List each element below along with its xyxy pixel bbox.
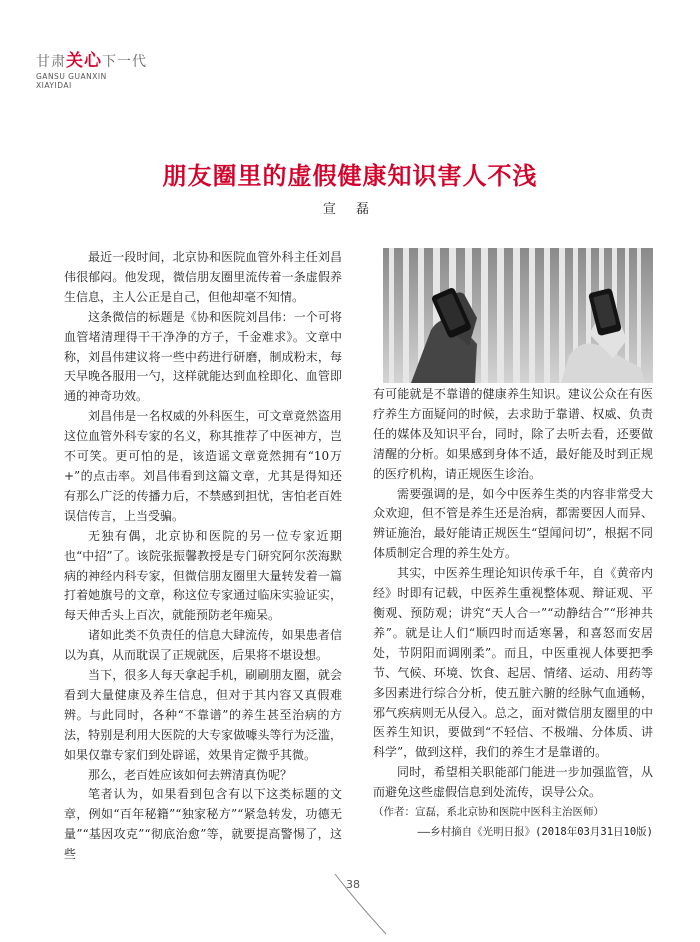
brand-en-line1: GANSU GUANXIN [36, 72, 107, 81]
right-column [373, 385, 653, 843]
article-photo [383, 248, 653, 383]
paragraph: 最近一段时间，北京协和医院血管外科主任刘昌伟很郁闷。他发现，微信朋友圈里流传着一条虚假养生信息，主人公正是自己，但他却毫不知情。 [64, 250, 342, 304]
paragraph: 当下，很多人每天拿起手机，刷刷朋友圈，就会看到大量健康及养生信息，但对于其内容又真假难辨。与此同时，各种“不靠谱”的养生甚至治病的方法，特别是利用大医院的大专家做噱头等行为泛滥，如果仅靠专家们到处辟谣，效果肯定微乎其微。 [64, 668, 342, 762]
phone-users-photo [383, 248, 653, 383]
paragraph: 诸如此类不负责任的信息大肆流传，如果患者信以为真，从而耽误了正规就医，后果将不堪设想。 [64, 628, 342, 663]
source-note: ——乡村摘自《光明日报》(2018年03月31日10版) [417, 825, 653, 838]
brand-accent: 关心 [66, 51, 102, 71]
author-note: （作者：宣磊，系北京协和医院中医科主治医师） [373, 806, 604, 819]
paragraph: 那么，老百姓应该如何去辨清真伪呢？ [88, 767, 293, 782]
brand-english [36, 72, 147, 90]
magazine-logo [36, 46, 147, 90]
article-title: 朋友圈里的虚假健康知识害人不浅 [162, 161, 538, 190]
brand-en-line2: XIAYIDAI [36, 81, 72, 90]
paragraph: 无独有偶，北京协和医院的另一位专家近期也“中招”了。该院张振馨教授是专门研究阿尔茨海默病的神经内科专家，但微信朋友圈里大量转发着一篇打着她旗号的文章，称这位专家通过临床实验证实，每天伸舌头上百次，就能预防老年痴呆。 [64, 528, 342, 623]
paragraph: 笔者认为，如果看到包含有以下这类标题的文章，例如“百年秘籍”“独家秘方”“紧急转发，功德无量”“基因攻克”“彻底治愈”等，就要提高警惕了，这些 [64, 787, 342, 862]
brand-char-gan: 甘 [36, 54, 51, 70]
article-author: 宣 磊 [322, 202, 378, 217]
brand-char-su: 肃 [51, 54, 66, 70]
page-number: 38 [346, 878, 360, 891]
paragraph: 有可能就是不靠谱的健康养生知识。建议公众在有医疗养生方面疑问的时候，去求助于靠谱、权威、负责任的媒体及知识平台，同时，除了去听去看，还要做清醒的分析。如果感到身体不适，最好能及时到正规的医疗机构，请正规医生诊治。 [373, 387, 653, 481]
paragraph: 这条微信的标题是《协和医院刘昌伟：一个可将血管堵清理得干干净净的方子，千金难求》。文章中称，刘昌伟建议将一些中药进行研磨，制成粉末，每天早晚各服用一勺，这样就能达到血栓即化、血管即通的神奇功效。 [64, 309, 342, 404]
paragraph: 同时，希望相关职能部门能进一步加强监管，从而避免这些虚假信息到处流传，误导公众。 [373, 765, 653, 800]
brand-xiayidai: 下一代 [102, 54, 147, 70]
paragraph: 需要强调的是，如今中医养生类的内容非常受大众欢迎，但不管是养生还是治病，都需要因人而异、辨证施治，最好能请正规医生“望闻问切”，根据不同体质制定合理的养生处方。 [373, 486, 653, 561]
paragraph: 刘昌伟是一名权威的外科医生，可文章竟然盗用这位血管外科专家的名义，称其推荐了中医神方，岂不可笑。更可怕的是，该造谣文章竟然拥有“10万+”的点击率。刘昌伟看到这篇文章，尤其是得知还有那么广泛的传播力后，不禁感到担忧，害怕老百姓误信传言，上当受骗。 [64, 409, 342, 523]
paragraph: 其实，中医养生理论知识传承千年，自《黄帝内经》时即有记载，中医养生重视整体观、辩证观、平衡观、预防观；讲究“天人合一”“动静结合”“形神共养”。就是让人们“顺四时而适寒暑，和喜怒而安居处，节阴阳而调刚柔”。而且，中医重视人体要把季节、气候、环境、饮食、起居、情绪、运动、用药等多因素进行综合分析，使五脏六腑的经脉气血通畅，邪气疾病则无从侵入。总之，面对微信朋友圈里的中医养生知识，要做到“不轻信、不极端、分体质、讲科学”，做到这样，我们的养生才是靠谱的。 [373, 566, 653, 760]
brand-chinese [36, 46, 147, 71]
left-column [64, 248, 342, 865]
